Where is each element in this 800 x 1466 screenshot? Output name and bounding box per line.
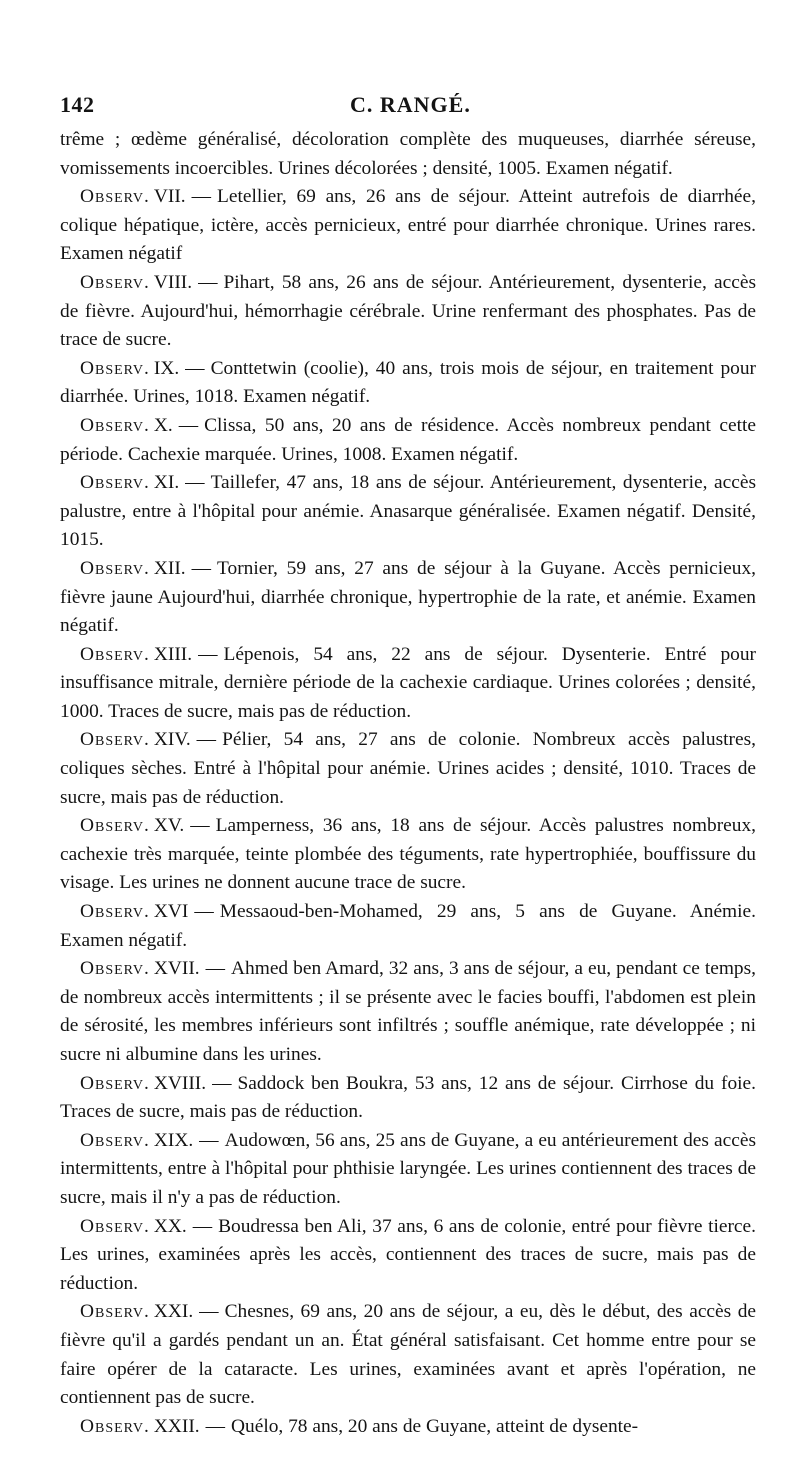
observation-text: Boudressa ben Ali, 37 ans, 6 ans de colonie, entré pour fièvre tierce. Les urines, examinées après les accès, contiennent des traces de sucre, mais pas de réduction. bbox=[60, 1215, 756, 1294]
observation-text: Pihart, 58 ans, 26 ans de séjour. Antérieurement, dysenterie, accès de fièvre. Aujourd'hui, hémorrhagie cérébrale. Urine renfermant des phosphates. Pas de trace de sucre. bbox=[60, 271, 756, 351]
observation-paragraph bbox=[60, 1213, 756, 1299]
observation-number: XV. bbox=[153, 815, 185, 837]
observation-text: Clissa, 50 ans, 20 ans de résidence. Accès nombreux pendant cette période. Cachexie marquée. Urines, 1008. Examen négatif. bbox=[60, 414, 756, 465]
em-dash-separator: — bbox=[199, 1301, 219, 1323]
observation-text: Ahmed ben Amard, 32 ans, 3 ans de séjour, a eu, pendant ce temps, de nombreux accès intermittents ; il se présente avec le facies bouffi, l'abdomen est plein de sérosité, les membres inférieurs sont infiltrés ; souffle anémique, rate développée ; ni sucre ni albumine dans les urines. bbox=[60, 958, 756, 1065]
em-dash-separator: — bbox=[205, 958, 226, 980]
observation-text: Audowœn, 56 ans, 25 ans de Guyane, a eu antérieurement des accès intermittents, entre à l'hôpital pour phthisie laryngée. Les urines contiennent des traces de sucre, mais il n'y a pas de réduction. bbox=[60, 1129, 756, 1208]
observation-text: Saddock ben Boukra, 53 ans, 12 ans de séjour. Cirrhose du foie. Traces de sucre, mais pas de réduction. bbox=[60, 1072, 756, 1123]
observation-paragraph bbox=[60, 555, 756, 641]
observation-label: Observ. bbox=[80, 271, 150, 293]
observation-label: Observ. bbox=[80, 557, 150, 579]
observation-label: Observ. bbox=[80, 1129, 150, 1151]
observation-paragraph bbox=[60, 355, 756, 412]
observation-text: Lépenois, 54 ans, 22 ans de séjour. Dysenterie. Entré pour insuffisance mitrale, dernière période de la cachexie cardiaque. Urines colorées ; densité, 1000. Traces de sucre, mais pas de réduction. bbox=[60, 643, 756, 722]
observation-number: XXII. bbox=[153, 1415, 200, 1437]
observation-label: Observ. bbox=[80, 1415, 150, 1437]
em-dash-separator: — bbox=[198, 271, 218, 293]
intro-paragraph: trême ; œdème généralisé, décoloration complète des muqueuses, diarrhée séreuse, vomissements incoercibles. Urines décolorées ; densité, 1005. Examen négatif. bbox=[60, 129, 756, 179]
em-dash-separator: — bbox=[178, 414, 199, 436]
observation-label: Observ. bbox=[80, 472, 150, 494]
observation-text: Letellier, 69 ans, 26 ans de séjour. Atteint autrefois de diarrhée, colique hépatique, ictère, accès pernicieux, entré pour diarrhée chronique. Urines rares. Examen négatif bbox=[60, 186, 756, 265]
page-header bbox=[60, 92, 756, 126]
observation-paragraph bbox=[60, 1070, 756, 1127]
em-dash-separator: — bbox=[194, 901, 214, 923]
observation-paragraph bbox=[60, 1298, 756, 1412]
observation-number: X. bbox=[153, 414, 173, 436]
em-dash-separator: — bbox=[185, 357, 205, 379]
em-dash-separator: — bbox=[190, 815, 210, 837]
observation-text: Lamperness, 36 ans, 18 ans de séjour. Accès palustres nombreux, cachexie très marquée, teinte plombée des téguments, rate hypertrophiée, bouffissure du visage. Les urines ne donnent aucune trace de sucre. bbox=[60, 815, 756, 894]
body-text bbox=[60, 126, 756, 1441]
running-head: C. RANGÉ. bbox=[350, 92, 471, 117]
observation-text: Quélo, 78 ans, 20 ans de Guyane, atteint de dysente- bbox=[231, 1415, 639, 1437]
observation-number: XXI. bbox=[153, 1301, 194, 1323]
observation-label: Observ. bbox=[80, 729, 150, 751]
observation-number: XVI bbox=[153, 901, 189, 923]
observation-number: XVIII. bbox=[153, 1072, 207, 1094]
em-dash-separator: — bbox=[199, 1129, 219, 1151]
observation-paragraph bbox=[60, 955, 756, 1069]
observation-number: IX. bbox=[153, 357, 180, 379]
observation-number: VIII. bbox=[153, 271, 193, 293]
observation-label: Observ. bbox=[80, 1301, 150, 1323]
observation-paragraph bbox=[60, 812, 756, 898]
em-dash-separator: — bbox=[205, 1415, 226, 1437]
observation-paragraph bbox=[60, 183, 756, 269]
observation-label: Observ. bbox=[80, 186, 150, 208]
observation-list bbox=[60, 183, 756, 1441]
observation-paragraph bbox=[60, 641, 756, 727]
observation-label: Observ. bbox=[80, 958, 150, 980]
em-dash-separator: — bbox=[212, 1072, 232, 1094]
observation-number: XVII. bbox=[153, 958, 200, 980]
observation-number: XI. bbox=[153, 472, 180, 494]
observation-label: Observ. bbox=[80, 357, 150, 379]
observation-paragraph bbox=[60, 269, 756, 355]
observation-paragraph bbox=[60, 412, 756, 469]
em-dash-separator: — bbox=[196, 729, 217, 751]
observation-text: Tornier, 59 ans, 27 ans de séjour à la Guyane. Accès pernicieux, fièvre jaune Aujourd'hui, diarrhée chronique, hypertrophie de la rate, et anémie. Examen négatif. bbox=[60, 557, 756, 637]
observation-label: Observ. bbox=[80, 643, 150, 665]
observation-label: Observ. bbox=[80, 414, 150, 436]
observation-label: Observ. bbox=[80, 901, 150, 923]
observation-number: XX. bbox=[153, 1215, 187, 1237]
observation-paragraph bbox=[60, 1413, 756, 1442]
observation-number: XIV. bbox=[153, 729, 191, 751]
observation-number: XIII. bbox=[153, 643, 193, 665]
em-dash-separator: — bbox=[198, 643, 218, 665]
observation-paragraph bbox=[60, 898, 756, 955]
observation-paragraph bbox=[60, 469, 756, 555]
observation-number: XIX. bbox=[153, 1129, 194, 1151]
observation-number: VII. bbox=[153, 186, 186, 208]
em-dash-separator: — bbox=[185, 472, 205, 494]
em-dash-separator: — bbox=[191, 186, 212, 208]
observation-label: Observ. bbox=[80, 1215, 150, 1237]
observation-label: Observ. bbox=[80, 815, 150, 837]
observation-number: XII. bbox=[153, 557, 186, 579]
page-number: 142 bbox=[60, 92, 95, 117]
observation-label: Observ. bbox=[80, 1072, 150, 1094]
observation-text: Conttetwin (coolie), 40 ans, trois mois de séjour, en traitement pour diarrhée. Urines, 1018. Examen négatif. bbox=[60, 357, 756, 408]
observation-text: Pélier, 54 ans, 27 ans de colonie. Nombreux accès palustres, coliques sèches. Entré à l'hôpital pour anémie. Urines acides ; densité, 1010. Traces de sucre, mais pas de réduction. bbox=[60, 729, 756, 808]
observation-paragraph bbox=[60, 726, 756, 812]
observation-text: Messaoud-ben-Mohamed, 29 ans, 5 ans de Guyane. Anémie. Examen négatif. bbox=[60, 901, 756, 951]
em-dash-separator: — bbox=[192, 1215, 213, 1237]
observation-text: Taillefer, 47 ans, 18 ans de séjour. Antérieurement, dysenterie, accès palustre, entre à l'hôpital pour anémie. Anasarque généralisée. Examen négatif. Densité, 1015. bbox=[60, 472, 756, 551]
observation-paragraph bbox=[60, 1127, 756, 1213]
observation-text: Chesnes, 69 ans, 20 ans de séjour, a eu, dès le début, des accès de fièvre qu'il a gardés pendant un an. État général satisfaisant. Cet homme entre pour se faire opérer de la cataracte. Les urines, examinées avant et après l'opération, ne contiennent pas de sucre. bbox=[60, 1301, 756, 1409]
em-dash-separator: — bbox=[191, 557, 212, 579]
